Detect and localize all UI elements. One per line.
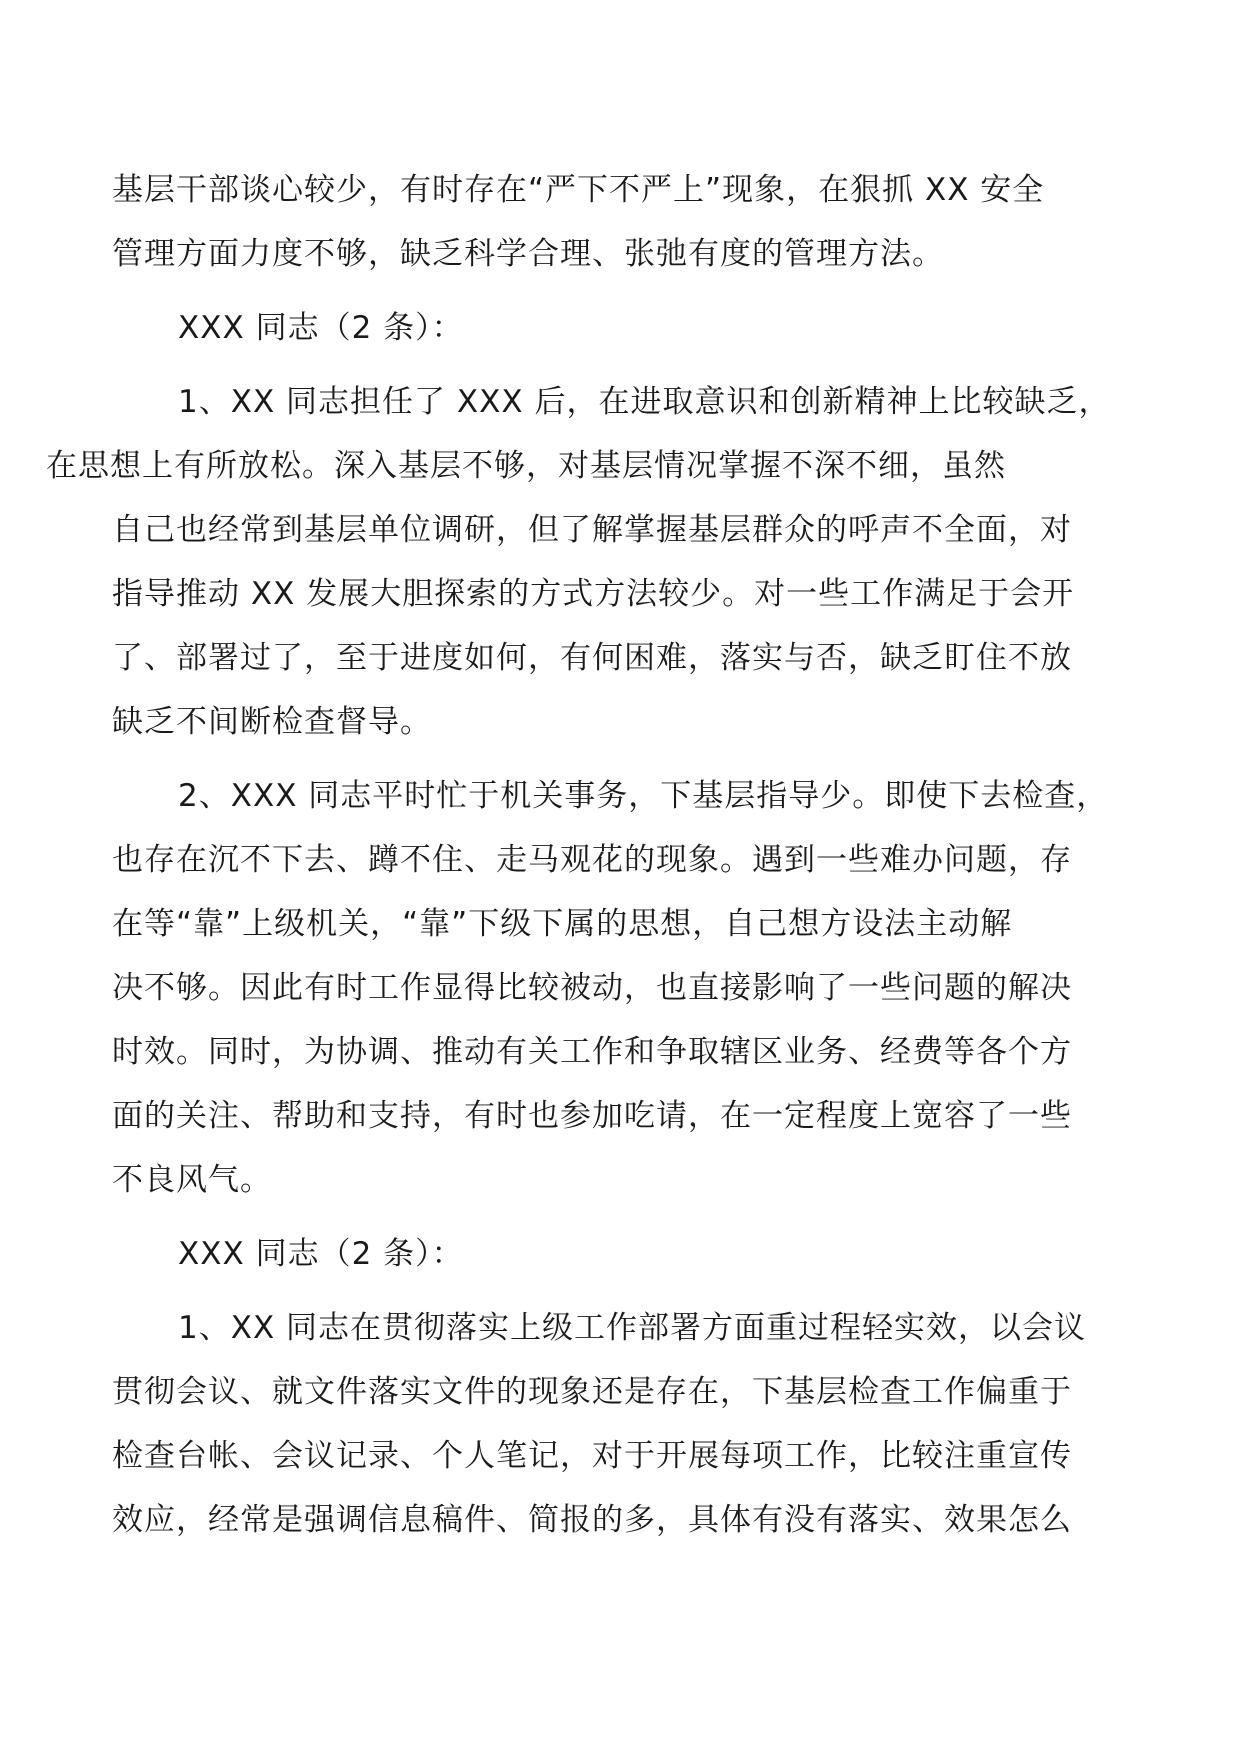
text-line: 1、XX 同志在贯彻落实上级工作部署方面重过程轻实效，以会议	[178, 1310, 1087, 1346]
text-line: 在等“靠”上级机关，“靠”下级下属的思想，自己想方设法主动解	[112, 906, 1013, 942]
text-line: 1、XX 同志担任了 XXX 后，在进取意识和创新精神上比较缺乏，	[178, 384, 1111, 420]
text-line: 效应，经常是强调信息稿件、简报的多，具体有没有落实、效果怎么	[112, 1502, 1072, 1538]
text-line: 了、部署过了，至于进度如何，有何困难，落实与否，缺乏盯住不放	[112, 640, 1072, 676]
text-line: 管理方面力度不够，缺乏科学合理、张弛有度的管理方法。	[112, 236, 944, 272]
text-line: 不良风气。	[112, 1162, 272, 1198]
text-line: 指导推动 XX 发展大胆探索的方式方法较少。对一些工作满足于会开	[112, 576, 1075, 612]
paragraph-item-2	[112, 764, 1152, 1212]
text-line: 也存在沉不下去、蹲不住、走马观花的现象。遇到一些难办问题，存	[112, 842, 1072, 878]
paragraph-item-1	[46, 370, 1152, 754]
paragraph-item-1	[112, 1296, 1152, 1552]
document-body	[46, 158, 1152, 1562]
section-heading-comrade	[112, 296, 1152, 360]
text-line: 缺乏不间断检查督导。	[112, 704, 432, 740]
text-line: 贯彻会议、就文件落实文件的现象还是存在，下基层检查工作偏重于	[112, 1374, 1072, 1410]
text-line: XXX 同志（2 条）：	[178, 1236, 464, 1272]
text-line: 检查台帐、会议记录、个人笔记，对于开展每项工作，比较注重宣传	[112, 1438, 1072, 1474]
text-line: 面的关注、帮助和支持，有时也参加吃请，在一定程度上宽容了一些	[112, 1098, 1072, 1134]
section-heading-comrade	[112, 1222, 1152, 1286]
paragraph-continuation	[112, 158, 1152, 286]
text-line: 基层干部谈心较少，有时存在“严下不严上”现象，在狠抓 XX 安全	[112, 172, 1045, 208]
text-line: XXX 同志（2 条）：	[178, 310, 464, 346]
text-line: 决不够。因此有时工作显得比较被动，也直接影响了一些问题的解决	[112, 970, 1072, 1006]
text-line: 时效。同时，为协调、推动有关工作和争取辖区业务、经费等各个方	[112, 1034, 1072, 1070]
text-line: 自己也经常到基层单位调研，但了解掌握基层群众的呼声不全面，对	[112, 512, 1072, 548]
text-line: 在思想上有所放松。深入基层不够，对基层情况掌握不深不细，虽然	[46, 448, 1006, 484]
text-line: 2、XXX 同志平时忙于机关事务，下基层指导少。即使下去检查，	[178, 778, 1109, 814]
